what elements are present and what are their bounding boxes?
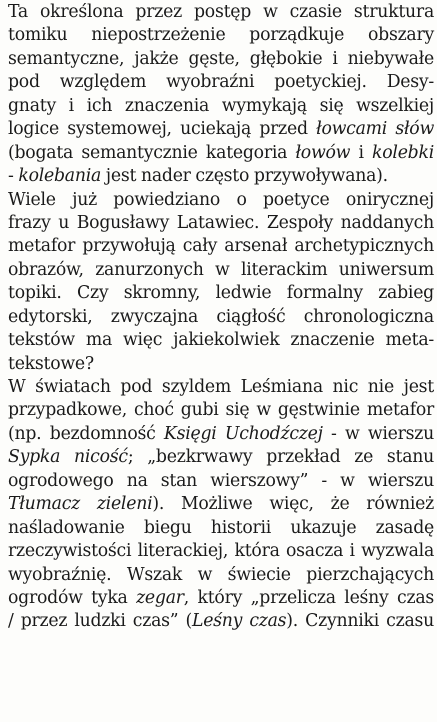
text-line xyxy=(8,329,434,352)
text-run: / przez ludzki czas” ( xyxy=(8,611,192,632)
text-line xyxy=(8,282,434,305)
text-run: rzeczywistości literackiej, która osacza i wyzwala xyxy=(8,541,434,562)
text-run: Wiele już powiedziano o poetyce onirycznej xyxy=(8,189,434,210)
text-run: (np. bezdomność xyxy=(8,423,164,444)
text-run: pod względem wyobraźni poetyckiej. Desy- xyxy=(8,72,434,93)
text-run: tomiku niepostrzeżenie porządkuje obszary xyxy=(8,25,434,46)
text-run: jest nader często przywoływana). xyxy=(101,166,388,187)
text-run: tekstowe? xyxy=(8,353,94,374)
italic-text: łowów xyxy=(295,142,351,163)
text-run: i xyxy=(350,142,373,163)
text-run: wyobraźnię. Wszak w świecie pierzchających xyxy=(8,564,434,585)
text-line xyxy=(8,235,434,258)
text-line xyxy=(8,142,434,165)
italic-text: kolebania xyxy=(18,166,102,187)
text-line xyxy=(8,118,434,141)
text-line xyxy=(8,446,434,469)
text-run: ). Możliwe więc, że również xyxy=(152,494,435,515)
italic-text: łowcami słów xyxy=(316,119,435,140)
text-line xyxy=(8,24,434,47)
text-line xyxy=(8,353,434,376)
text-line xyxy=(8,587,434,610)
paragraph xyxy=(8,1,434,189)
text-run: Ta określona przez postęp w czasie struktura xyxy=(8,2,434,22)
text-run: frazy u Bogusławy Latawiec. Zespoły naddanych xyxy=(8,212,434,233)
text-run: W światach pod szyldem Leśmiana nic nie jest xyxy=(8,377,434,397)
italic-text: zegar xyxy=(136,587,184,608)
text-run: tekstów ma więc jakiekolwiek znaczenie meta- xyxy=(8,330,434,351)
text-run: ogrodowego na stan wierszowy” - w wierszu xyxy=(8,470,434,491)
text-run: ). Czynniki czasu xyxy=(286,611,434,632)
text-run: (bogata semantycznie kategoria xyxy=(8,142,296,163)
text-run: , który „przelicza leśny czas xyxy=(183,587,435,608)
text-line xyxy=(8,493,434,516)
text-line xyxy=(8,48,434,71)
text-run: - w wierszu xyxy=(322,423,434,444)
text-run: przypadkowe, choć gubi się w gęstwinie metafor xyxy=(8,400,434,421)
text-line xyxy=(8,517,434,540)
text-run: metafor przywołują cały arsenał archetypicznych xyxy=(8,236,434,257)
text-line xyxy=(8,95,434,118)
text-run: naśladowanie biegu historii ukazuje zasadę xyxy=(8,517,434,538)
text-run: ; „bezkrwawy przekład ze stanu xyxy=(127,447,435,468)
text-line xyxy=(8,564,434,587)
text-line xyxy=(8,259,434,282)
text-run: logice systemowej, uciekają przed xyxy=(8,119,317,140)
text-line xyxy=(8,376,434,399)
text-line xyxy=(8,610,434,633)
text-run: - xyxy=(8,166,19,187)
text-line xyxy=(8,189,434,212)
text-line xyxy=(8,306,434,329)
text-line xyxy=(8,540,434,563)
italic-text: Księgi Uchodźczej xyxy=(163,423,323,444)
text-line xyxy=(8,423,434,446)
italic-text: Sypka nicość xyxy=(8,447,128,468)
text-run: semantyczne, jakże gęste, głębokie i niebywałe xyxy=(8,48,434,69)
text-line xyxy=(8,165,434,188)
text-run: obrazów, zanurzonych w literackim uniwersum xyxy=(8,259,434,280)
italic-text: kolebki xyxy=(372,142,434,163)
text-line xyxy=(8,212,434,235)
paragraph xyxy=(8,189,434,377)
text-line xyxy=(8,399,434,422)
text-run: topiki. Czy skromny, ledwie formalny zabieg xyxy=(8,283,434,304)
body-text xyxy=(8,1,434,634)
text-line xyxy=(8,71,434,94)
text-line xyxy=(8,470,434,493)
italic-text: Leśny czas xyxy=(191,611,287,632)
paragraph xyxy=(8,376,434,634)
text-run: edytorski, zwyczajna ciągłość chronologiczna xyxy=(8,306,434,327)
text-run: gnaty i ich znaczenia wymykają się wszelkiej xyxy=(8,95,434,116)
text-line xyxy=(8,1,434,24)
text-run: ogrodów tyka xyxy=(8,587,137,608)
italic-text: Tłumacz zieleni xyxy=(8,494,153,515)
